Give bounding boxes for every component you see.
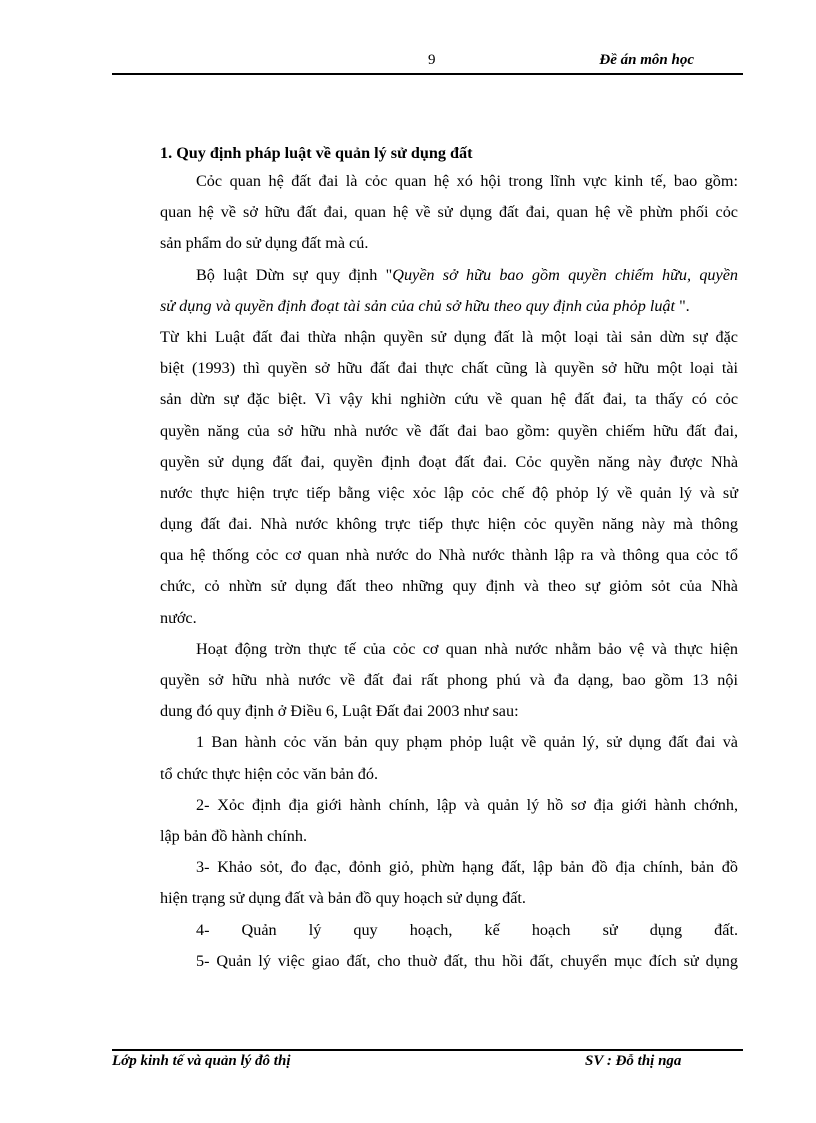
text-line: quyền sở hữu nhà nước về đất đai rất phong phú và đa dạng, bao gồm 13 nội <box>160 671 738 689</box>
text-line: sản dừn sự đặc biệt. Vì vậy khi nghiờn cứu về quan hệ đất đai, ta thấy có cỏc <box>160 390 738 409</box>
text-line: nước. <box>160 608 197 627</box>
text-line: 4- Quản lý quy hoạch, kế hoạch sử dụng đất. <box>196 920 738 939</box>
text-line <box>160 291 738 322</box>
text-line: 3- Khảo sỏt, đo đạc, đỏnh giỏ, phừn hạng đất, lập bản đồ địa chính, bản đồ <box>196 858 738 877</box>
text-line: Cỏc quan hệ đất đai là cỏc quan hệ xó hội trong lĩnh vực kinh tế, bao gồm: <box>196 172 738 190</box>
quote-close: ". <box>679 296 690 315</box>
text-line: nước thực hiện trực tiếp bằng việc xỏc lập cỏc chế độ phỏp lý về quản lý và sử <box>160 483 738 502</box>
footer-rule <box>112 1049 743 1051</box>
paragraph-1 <box>160 166 738 260</box>
text-line: qua hệ thống cỏc cơ quan nhà nước do Nhà nước thành lập ra và thông qua cỏc tổ <box>160 546 738 565</box>
text-line: quyền sử dụng đất đai, quyền định đoạt đất đai. Cỏc quyền năng này được Nhà <box>160 452 738 471</box>
text-line: lập bản đồ hành chính. <box>160 826 307 845</box>
paragraph-2 <box>160 260 738 634</box>
text-line: hiện trạng sử dụng đất và bản đồ quy hoạch sử dụng đất. <box>160 889 526 908</box>
footer-student-name: SV : Đỗ thị nga <box>585 1053 682 1069</box>
text-line: biệt (1993) thì quyền sở hữu đất đai thực chất cũng là quyền sở hữu một loại tài <box>160 359 738 378</box>
text-line: 5- Quản lý việc giao đất, cho thuờ đất, thu hồi đất, chuyển mục đích sử dụng <box>196 951 738 970</box>
paragraph-3 <box>160 634 738 728</box>
text-line: Từ khi Luật đất đai thừa nhận quyền sử dụng đất là một loại tài sản dừn sự đặc <box>160 327 738 346</box>
text-line: dụng đất đai. Nhà nước không trực tiếp thực hiện cỏc quyền năng này mà thông <box>160 515 738 534</box>
list-item <box>160 727 738 789</box>
list-item <box>160 852 738 914</box>
text-line: quan hệ về sở hữu đất đai, quan hệ về sử dụng đất đai, quan hệ về phừn phối cỏc <box>160 203 738 222</box>
list-item <box>160 915 738 946</box>
page-header <box>112 52 742 74</box>
list-item <box>160 946 738 977</box>
header-title: Đề án môn học <box>599 52 694 68</box>
text-line: chức, cỏ nhừn sử dụng đất theo những quy định và theo sự giỏm sỏt của Nhà <box>160 577 738 596</box>
text-line: 2- Xỏc định địa giới hành chính, lập và quản lý hồ sơ địa giới hành chớnh, <box>196 795 738 814</box>
text-line: Hoạt động trờn thực tế của cỏc cơ quan nhà nước nhằm bảo vệ và thực hiện <box>196 639 738 658</box>
text-line: 1 Ban hành cỏc văn bản quy phạm phỏp luật về quản lý, sử dụng đất đai và <box>196 733 738 752</box>
text-line <box>160 260 738 291</box>
text-line: tổ chức thực hiện cỏc văn bản đó. <box>160 764 379 783</box>
text-line: sản phẩm do sử dụng đất mà cú. <box>160 234 369 253</box>
section-heading: 1. Quy định pháp luật về quản lý sử dụng đất <box>160 144 473 162</box>
text-line: quyền năng của sở hữu nhà nước về đất đai bao gồm: quyền chiếm hữu đất đai, <box>160 421 738 440</box>
document-body <box>160 140 738 977</box>
header-rule <box>112 73 743 75</box>
quote-text: sử dụng và quyền định đoạt tài sản của chủ sở hữu theo quy định của phỏp luật <box>160 296 676 315</box>
list-item <box>160 790 738 852</box>
text-line: dung đó quy định ở Điều 6, Luật Đất đai 2003 như sau: <box>160 702 519 721</box>
quote-intro: Bộ luật Dừn sự quy định " <box>196 265 393 284</box>
page-number: 9 <box>428 52 436 68</box>
quote-text: Quyền sở hữu bao gồm quyền chiếm hữu, quyền <box>392 265 738 284</box>
footer-class-name: Lớp kinh tế và quản lý đô thị <box>112 1053 291 1069</box>
